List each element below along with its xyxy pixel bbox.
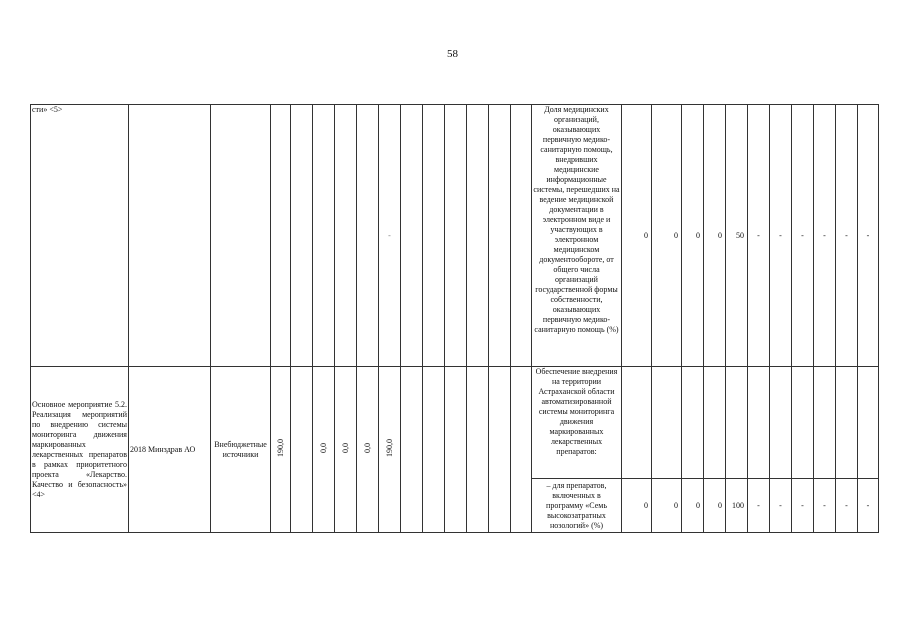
measure-cell-continued [31,105,129,367]
finance-cell [489,367,511,533]
value-cell: 0 [704,479,726,533]
finance-cell [357,367,379,533]
finance-cell [467,105,489,367]
measure-cell [31,367,129,533]
table-row [31,105,879,367]
year-executor-cell [129,367,211,533]
value-cell: - [814,479,836,533]
finance-value: 0,0 [318,443,328,453]
funding-source-text: Внебюджетные источники [214,439,267,459]
value-cell: 0 [652,105,682,367]
finance-cell [511,367,532,533]
finance-cell [379,367,401,533]
value-cell [858,367,879,479]
finance-cell [423,105,445,367]
value-cell: 0 [622,105,652,367]
value-cell: - [748,479,770,533]
sub-indicator-cell [532,479,622,533]
finance-cell [313,105,335,367]
indicator-text: Доля медицинских организаций, оказывающих первичную медико-санитарную помощь, внедривших медицинские информационные системы, перешедших на ведение медицинской документации в электронном виде и участвующих в электронном медицинском документообороте, от общего числа организаций государственной формы собственности, оказывающих первичную медико-санитарную помощь (%) [533,105,620,334]
value-cell: - [792,479,814,533]
executor-cell [129,105,211,367]
sub-indicator-text: – для препаратов, включенных в программу «Семь высокозатратных нозологий» (%) [546,480,607,530]
value-cell: - [792,105,814,367]
finance-cell [335,105,357,367]
program-table [30,104,879,533]
value-cell [770,367,792,479]
value-cell: - [748,105,770,367]
finance-value: 0,0 [340,443,350,453]
measure-text: сти» <5> [32,105,63,114]
value-cell: 50 [726,105,748,367]
finance-cell [511,105,532,367]
finance-cell [313,367,335,533]
finance-value: 190,0 [275,439,285,457]
finance-cell [379,105,401,367]
value-cell: 0 [652,479,682,533]
value-cell [652,367,682,479]
value-cell [792,367,814,479]
value-cell: - [770,479,792,533]
value-cell: 0 [682,479,704,533]
value-cell: - [770,105,792,367]
table-row [31,367,879,479]
finance-value: 0,0 [362,443,372,453]
value-cell: 100 [726,479,748,533]
value-cell [622,367,652,479]
value-cell [726,367,748,479]
finance-cell [467,367,489,533]
indicator-header-text: Обеспечение внедрения на территории Астраханской области автоматизированной системы мониторинга движения маркированных лекарственных препаратов: [535,367,618,456]
value-cell: - [836,105,858,367]
value-cell [682,367,704,479]
value-cell [836,367,858,479]
source-cell [211,105,271,367]
indicator-cell [532,105,622,367]
year-executor-text: 2018 Минздрав АО [130,444,196,454]
value-cell: - [814,105,836,367]
finance-cell [445,105,467,367]
value-cell [748,367,770,479]
value-cell [814,367,836,479]
finance-cell [291,105,313,367]
value-cell: 0 [622,479,652,533]
stray-mark: - [388,230,391,240]
finance-cell [271,105,291,367]
page-number: 58 [447,48,458,60]
finance-cell [445,367,467,533]
finance-cell [401,105,423,367]
value-cell: 0 [704,105,726,367]
finance-value: 190,0 [384,439,394,457]
finance-cell [271,367,291,533]
indicator-header-cell [532,367,622,479]
measure-text: Основное мероприятие 5.2. Реализация мероприятий по внедрению системы мониторинга движения маркированных лекарственных препаратов в рамках приоритетного проекта «Лекарство. Качество и безопасность» <4> [32,399,127,499]
finance-cell [291,367,313,533]
finance-cell [489,105,511,367]
value-cell: 0 [682,105,704,367]
value-cell: - [836,479,858,533]
value-cell [704,367,726,479]
value-cell: - [858,479,879,533]
finance-cell [423,367,445,533]
value-cell: - [858,105,879,367]
finance-cell [401,367,423,533]
funding-source-cell [211,367,271,533]
finance-cell [357,105,379,367]
finance-cell [335,367,357,533]
